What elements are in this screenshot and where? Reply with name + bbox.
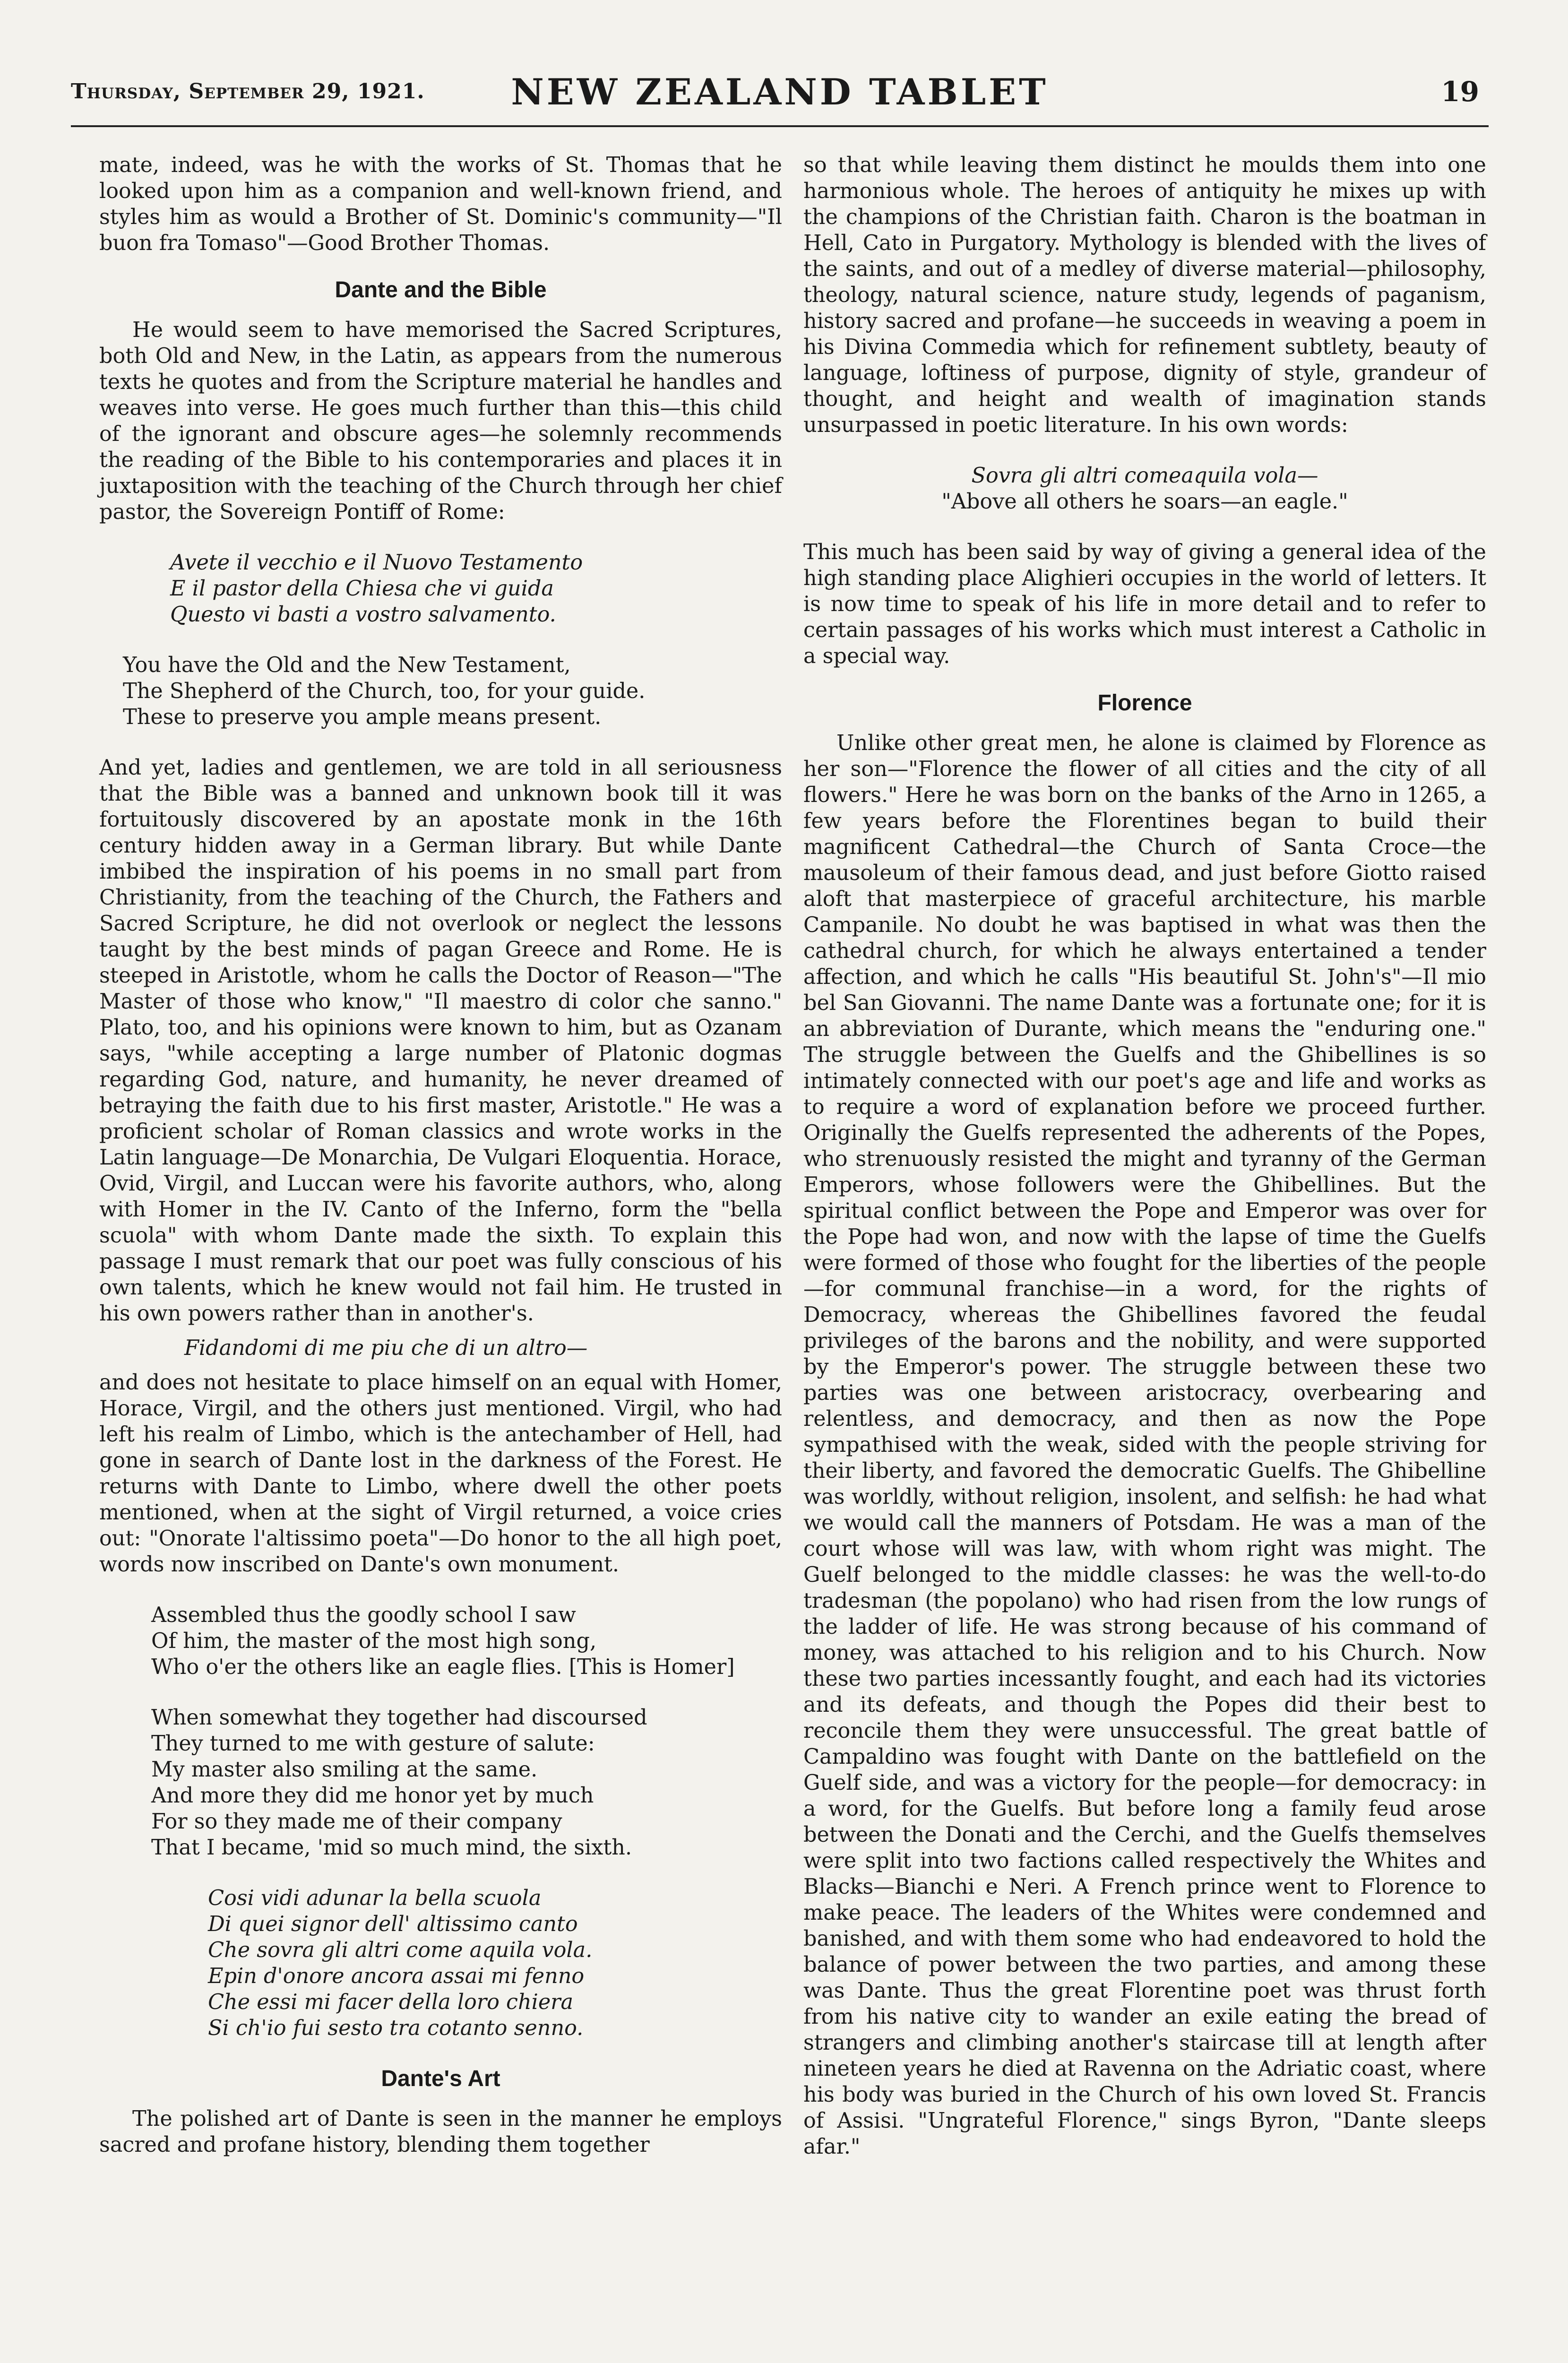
verse-line: That I became, 'mid so much mind, the sixth. — [151, 1836, 632, 1860]
page-header — [71, 71, 1489, 127]
verse-line: The Shepherd of the Church, too, for your guide. — [123, 679, 646, 703]
verse-line: Assembled thus the goodly school I saw — [151, 1603, 576, 1627]
verse-line: E il pastor della Chiesa che vi guida — [170, 577, 554, 601]
section-heading: Dante's Art — [381, 2066, 500, 2091]
verse-line: My master also smiling at the same. — [151, 1758, 538, 1782]
right-column — [803, 152, 1486, 2160]
english-verse — [123, 652, 782, 730]
paragraph: mate, indeed, was he with the works of St. Thomas that he looked upon him as a companion and well-known friend, and styles him as would a Brother of St. Dominic's community—"Il buon fra Tomaso"—Good Brother Thomas. — [99, 153, 782, 255]
verse-line: Epin d'onore ancora assai mi fenno — [208, 1964, 585, 1988]
italian-verse — [170, 550, 782, 628]
verse-line: Che essi mi facer della loro chiera — [208, 1990, 573, 2014]
page-number: 19 — [1441, 76, 1479, 108]
verse-line: Questo vi basti a vostro salvamento. — [170, 603, 556, 627]
issue-date: Thursday, September 29, 1921. — [71, 79, 425, 103]
verse-line: Che sovra gli altri come aquila vola. — [208, 1938, 593, 1962]
italian-verse — [803, 463, 1486, 515]
verse-line: For so they made me of their company — [151, 1810, 562, 1834]
left-column — [99, 152, 782, 2158]
masthead-title: NEW ZEALAND TABLET — [511, 71, 1049, 113]
verse-line: Who o'er the others like an eagle flies. [This is Homer] — [151, 1655, 735, 1679]
verse-line: When somewhat they together had discoursed — [151, 1706, 647, 1730]
paragraph: Unlike other great men, he alone is claimed by Florence as her son—"Florence the flower of all cities and the city of all flowers." Here he was born on the banks of the Arno in 1265, a few years before the Florentines began to build their magnificent Cathedral—the Church of Santa Croce—the mausoleum of their famous dead, and just before Giotto raised aloft that masterpiece of graceful architecture, his marble Campanile. No doubt he was baptised in what was then the cathedral church, for which he always entertained a tender affection, and which he calls "His beautiful St. John's"—Il mio bel San Giovanni. The name Dante was a fortunate one; for it is an abbreviation of Durante, which means the "enduring one." The struggle between the Guelfs and the Ghibellines is so intimately connected with our poet's age and life and works as to require a word of explanation before we proceed further. Originally the Guelfs represented the adherents of the Popes, who strenuously resisted the might and tyranny of the German Emperors, whose followers were the Ghibellines. But the spiritual conflict between the Pope and Emperor was over for the Pope had won, and now with the lapse of time the Guelfs were formed of those who fought for the liberties of the people—for communal franchise—in a word, for the rights of Democracy, whereas the Ghibellines favored the feudal privileges of the barons and the nobility, and were supported by the Emperor's power. The struggle between these two parties was one between aristocracy, overbearing and relentless, and democracy, and then as now the Pope sympathised with the weak, sided with the people striving for their liberty, and favored the democratic Guelfs. The Ghibelline was worldly, without religion, insolent, and selfish: he had what we would call the manners of Potsdam. He was a man of the court whose will was law, with whom right was might. The Guelf belonged to the middle classes: he was the well-to-do tradesman (the popolano) who had risen from the low rungs of the ladder of life. He was strong because of his command of money, was attached to his religion and to his Church. Now these two parties incessantly fought, and each had its victories and its defeats, and though the Popes did their best to reconcile them they were unsuccessful. The great battle of Campaldino was fought with Dante on the battlefield on the Guelf side, and was a victory for the people—for democracy: in a word, for the Guelfs. But before long a family feud arose between the Donati and the Cerchi, and the Guelfs themselves were split into two factions called respectively the Whites and Blacks—Bianchi e Neri. A French prince went to Florence to make peace. The leaders of the Whites were condemned and banished, and with them some who had endeavored to hold the balance of power between the two parties, and among these was Dante. Thus the great Florentine poet was thrust forth from his native city to wander an exile eating the bread of strangers and climbing another's staircase till at length after nineteen years he died at Ravenna on the Adriatic coast, where his body was buried in the Church of his own loved St. Francis of Assisi. "Ungrateful Florence," sings Byron, "Dante sleeps afar." — [803, 731, 1486, 2159]
verse-line: Fidandomi di me piu che di un altro— — [184, 1336, 588, 1360]
section-heading: Dante and the Bible — [335, 277, 547, 302]
verse-line: Avete il vecchio e il Nuovo Testamento — [170, 551, 583, 575]
verse-line: Di quei signor dell' altissimo canto — [208, 1912, 578, 1936]
paragraph: He would seem to have memorised the Sacred Scriptures, both Old and New, in the Latin, as appears from the numerous texts he quotes and from the Scripture material he handles and weaves into verse. He goes much further than this—this child of the ignorant and obscure ages—he solemnly recommends the reading of the Bible to his contemporaries and places it in juxtaposition with the teaching of the Church through her chief pastor, the Sovereign Pontiff of Rome: — [99, 318, 782, 524]
verse-line: Sovra gli altri comeaquila vola— — [971, 464, 1318, 488]
italian-verse — [208, 1885, 782, 2041]
verse-line: And more they did me honor yet by much — [151, 1784, 594, 1808]
verse-line: Of him, the master of the most high song, — [151, 1629, 597, 1653]
verse-line: Si ch'io fui sesto tra cotanto senno. — [208, 2016, 584, 2040]
verse-line: Cosi vidi adunar la bella scuola — [208, 1886, 542, 1910]
paragraph: and does not hesitate to place himself on an equal with Homer, Horace, Virgil, and the others just mentioned. Virgil, who had left his realm of Limbo, which is the antechamber of Hell, had gone in search of Dante lost in the darkness of the Forest. He returns with Dante to Limbo, where dwell the other poets mentioned, when at the sight of Virgil returned, a voice cries out: "Onorate l'altissimo poeta"—Do honor to the all high poet, words now inscribed on Dante's own monument. — [99, 1371, 782, 1577]
verse-line: They turned to me with gesture of salute: — [151, 1732, 595, 1756]
verse-line: You have the Old and the New Testament, — [123, 653, 571, 677]
paragraph: And yet, ladies and gentlemen, we are told in all seriousness that the Bible was a banned and unknown book till it was fortuitously discovered by an apostate monk in the 16th century hidden away in a German library. But while Dante imbibed the inspiration of his poems in no small part from Christianity, from the teaching of the Church, the Fathers and Sacred Scripture, he did not overlook or neglect the lessons taught by the best minds of pagan Greece and Rome. He is steeped in Aristotle, whom he calls the Doctor of Reason—"The Master of those who know," "Il maestro di color che sanno." Plato, too, and his opinions were known to him, but as Ozanam says, "while accepting a large number of Platonic dogmas regarding God, nature, and humanity, he never dreamed of betraying the faith due to his first master, Aristotle." He was a proficient scholar of Roman classics and wrote works in the Latin language—De Monarchia, De Vulgari Eloquentia. Horace, Ovid, Virgil, and Luccan were his favorite authors, who, along with Homer in the IV. Canto of the Inferno, form the "bella scuola" with whom Dante made the sixth. To explain this passage I must remark that our poet was fully conscious of his own talents, which he knew would not fail him. He trusted in his own powers rather than in another's. — [99, 756, 782, 1326]
english-verse — [151, 1705, 782, 1861]
english-verse — [151, 1602, 782, 1680]
verse-line: "Above all others he soars—an eagle." — [941, 490, 1348, 514]
section-heading: Florence — [1097, 690, 1192, 716]
paragraph: This much has been said by way of giving a general idea of the high standing place Alighieri occupies in the world of letters. It is now time to speak of his life in more detail and to refer to certain passages of his works which must interest a Catholic in a special way. — [803, 540, 1486, 668]
paragraph: The polished art of Dante is seen in the manner he employs sacred and profane history, blending them together — [99, 2107, 782, 2157]
paragraph: so that while leaving them distinct he moulds them into one harmonious whole. The heroes of antiquity he mixes up with the champions of the Christian faith. Charon is the boatman in Hell, Cato in Purgatory. Mythology is blended with the lives of the saints, and out of a medley of diverse material—philosophy, theology, natural science, nature study, legends of paganism, history sacred and profane—he succeeds in weaving a poem in his Divina Commedia which for refinement subtlety, beauty of language, loftiness of purpose, dignity of style, grandeur of thought, and height and wealth of imagination stands unsurpassed in poetic literature. In his own words: — [803, 153, 1486, 437]
italian-verse — [184, 1335, 782, 1361]
verse-line: These to preserve you ample means present. — [123, 705, 602, 729]
